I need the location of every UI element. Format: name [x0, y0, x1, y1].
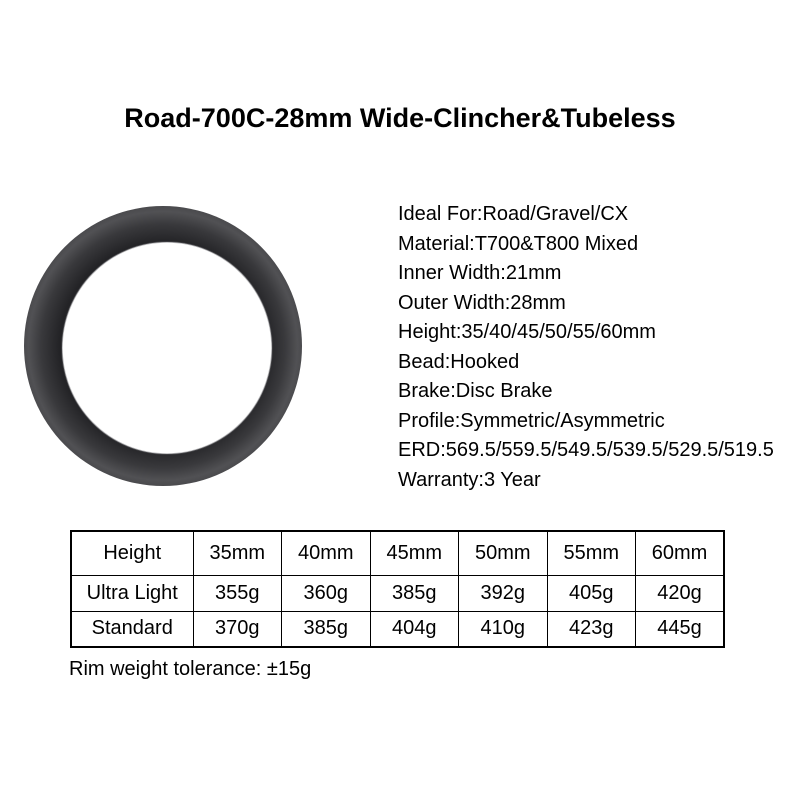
weight-tolerance-note: Rim weight tolerance: ±15g: [69, 658, 312, 680]
table-row-standard: [71, 611, 724, 647]
weight-cell: 385g: [370, 575, 459, 611]
spec-profile: Profile:Symmetric/Asymmetric: [398, 409, 665, 432]
table-row-ultra-light: [71, 575, 724, 611]
rim-ring: [24, 206, 302, 486]
spec-bead: Bead:Hooked: [398, 350, 520, 373]
weight-cell: 420g: [636, 575, 725, 611]
table-header-row: [71, 531, 724, 575]
spec-warranty: Warranty:3 Year: [398, 468, 541, 491]
col-header-40mm: 40mm: [282, 531, 371, 575]
spec-height: Height:35/40/45/50/55/60mm: [398, 321, 656, 343]
spec-ideal-for: Ideal For:Road/Gravel/CX: [398, 203, 629, 225]
col-header-height: Height: [71, 531, 193, 575]
col-header-60mm: 60mm: [636, 531, 725, 575]
col-header-35mm: 35mm: [193, 531, 282, 575]
weight-cell: 392g: [459, 575, 548, 611]
col-header-45mm: 45mm: [370, 531, 459, 575]
weight-cell: 423g: [547, 611, 636, 647]
spec-material: Material:T700&T800 Mixed: [398, 232, 639, 255]
weight-cell: 355g: [193, 575, 282, 611]
weight-cell: 445g: [636, 611, 725, 647]
spec-list: [398, 200, 774, 495]
weight-cell: 370g: [193, 611, 282, 647]
carbon-rim-photo: [20, 204, 310, 496]
spec-brake: Brake:Disc Brake: [398, 380, 553, 402]
weight-cell: 385g: [282, 611, 371, 647]
weight-cell: 410g: [459, 611, 548, 647]
rim-weight-table: [70, 530, 725, 648]
spec-erd: ERD:569.5/559.5/549.5/539.5/529.5/519.5: [398, 439, 774, 461]
row-label-ultra-light: Ultra Light: [71, 575, 193, 611]
col-header-55mm: 55mm: [547, 531, 636, 575]
spec-outer-width: Outer Width:28mm: [398, 291, 566, 314]
weight-cell: 405g: [547, 575, 636, 611]
row-label-standard: Standard: [71, 611, 193, 647]
page-title: Road-700C-28mm Wide-Clincher&Tubeless: [124, 103, 676, 133]
col-header-50mm: 50mm: [459, 531, 548, 575]
weight-cell: 360g: [282, 575, 371, 611]
weight-cell: 404g: [370, 611, 459, 647]
spec-inner-width: Inner Width:21mm: [398, 262, 562, 284]
